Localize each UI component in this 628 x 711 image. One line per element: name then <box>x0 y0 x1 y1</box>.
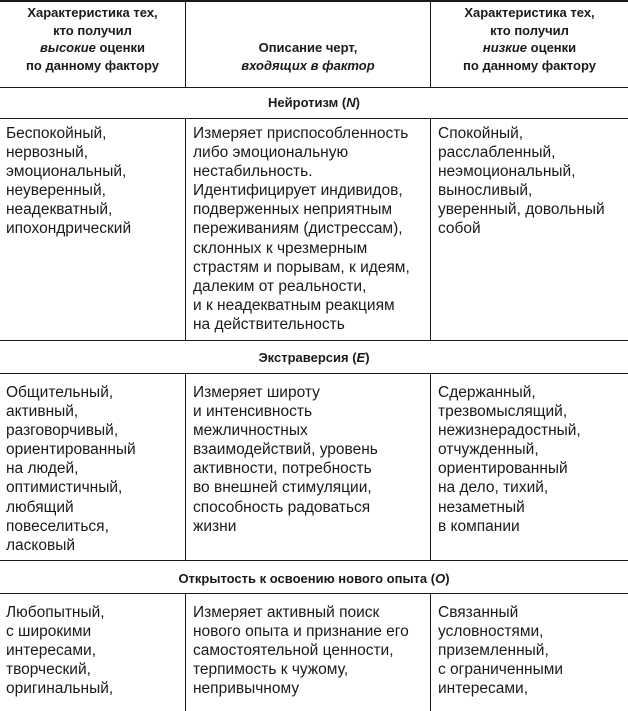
cell-line: на людей, <box>6 460 79 478</box>
cell-line: ласковый <box>6 536 76 554</box>
cell-line: способность радоваться <box>193 498 371 516</box>
cell-line: на действительность <box>193 315 345 333</box>
cell-description <box>193 603 409 698</box>
cell-line: склонных к чрезмерным <box>193 239 368 257</box>
cell-line: нового опыта и признание его <box>193 623 409 641</box>
cell-line: Беспокойный, <box>6 125 107 142</box>
cell-line: повеселиться, <box>6 517 109 535</box>
cell-line: Сдержанный, <box>438 384 536 401</box>
cell-line: условностями, <box>438 623 544 641</box>
header-description <box>186 39 430 74</box>
col-divider <box>430 373 431 560</box>
cell-line: далеким от реальности, <box>193 277 367 295</box>
cell-low <box>438 383 581 536</box>
cell-line: неэмоциональный, <box>438 163 576 181</box>
cell-line: приземленный, <box>438 642 549 660</box>
cell-line: ипохондрический <box>6 220 132 238</box>
cell-line: эмоциональный, <box>6 163 127 181</box>
section-neuroticism-rule <box>0 118 628 119</box>
cell-line: нежизнерадостный, <box>438 422 581 440</box>
cell-line: Измеряет широту <box>193 384 320 401</box>
cell-line: в компании <box>438 517 520 535</box>
cell-line: ориентированный <box>6 441 136 459</box>
cell-line: нестабильность. <box>193 163 313 181</box>
section-title-openness: Открытость к освоению нового опыта (O) <box>178 571 450 586</box>
header-text: оценки <box>95 40 145 55</box>
cell-line: на дело, тихий, <box>438 479 549 497</box>
cell-line: Любопытный, <box>6 604 105 621</box>
header-text: Характеристика тех, <box>464 5 595 20</box>
cell-description <box>193 383 378 536</box>
header-text: Характеристика тех, <box>27 5 158 20</box>
header-text: кто получил <box>490 22 569 38</box>
header-text: по данному фактору <box>26 57 159 73</box>
col-divider <box>185 118 186 340</box>
cell-low <box>438 124 605 239</box>
cell-line: нервозный, <box>6 144 89 162</box>
cell-line: взаимодействий, уровень <box>193 441 378 459</box>
cell-line: расслабленный, <box>438 144 556 162</box>
cell-line: Идентифицирует индивидов, <box>193 182 403 200</box>
section-extraversion-top-rule <box>0 340 628 341</box>
cell-line: подверженных неприятным <box>193 201 393 219</box>
cell-high <box>6 603 113 698</box>
factor-letter: E <box>356 350 366 365</box>
header-emphasis: входящих в фактор <box>241 57 375 73</box>
table-top-rule <box>0 0 628 2</box>
col-divider <box>185 373 186 560</box>
cell-line: межличностных <box>193 422 308 440</box>
cell-line: и интенсивность <box>193 403 313 421</box>
col-divider <box>430 593 431 711</box>
cell-line: активный, <box>6 403 79 421</box>
cell-line: и к неадекватным реакциям <box>193 296 395 314</box>
cell-line: отчужденный, <box>438 441 539 459</box>
cell-line: с широкими <box>6 623 92 641</box>
cell-line: Измеряет активный поиск <box>193 604 380 621</box>
cell-line: либо эмоциональную <box>193 144 349 162</box>
cell-high <box>6 124 131 239</box>
cell-line: собой <box>438 220 481 238</box>
cell-description <box>193 124 410 334</box>
cell-line: оптимистичный, <box>6 479 123 497</box>
col-divider <box>185 593 186 711</box>
section-title-neuroticism: Нейротизм (N) <box>268 95 360 110</box>
cell-line: жизни <box>193 517 237 535</box>
cell-line: самостоятельной ценности, <box>193 642 394 660</box>
section-openness-rule <box>0 593 628 594</box>
cell-line: страстям и порывам, к идеям, <box>193 258 410 276</box>
cell-line: неадекватный, <box>6 201 113 219</box>
cell-line: Измеряет приспособленность <box>193 125 409 142</box>
cell-line: непривычному <box>193 680 300 698</box>
cell-line: интересами, <box>438 680 528 698</box>
cell-line: трезвомыслящий, <box>438 403 568 421</box>
factor-letter: N <box>346 95 356 110</box>
factor-letter: O <box>435 571 446 586</box>
cell-line: Связанный <box>438 604 519 621</box>
cell-line: активности, потребность <box>193 460 372 478</box>
cell-line: во внешней стимуляции, <box>193 479 372 497</box>
header-emphasis: высокие <box>39 40 96 55</box>
cell-line: выносливый, <box>438 182 533 200</box>
cell-line: Спокойный, <box>438 125 524 142</box>
cell-line: Общительный, <box>6 384 114 401</box>
header-high-scores <box>0 4 185 74</box>
header-text: по данному фактору <box>463 57 596 73</box>
section-title-extraversion: Экстраверсия (E) <box>258 350 370 365</box>
cell-line: оригинальный, <box>6 680 114 698</box>
header-text: кто получил <box>53 22 132 38</box>
cell-line: разговорчивый, <box>6 422 119 440</box>
cell-line: творческий, <box>6 661 91 679</box>
cell-line: ориентированный <box>438 460 568 478</box>
cell-line: с ограниченными <box>438 661 564 679</box>
header-text: Описание черт, <box>258 40 358 55</box>
header-low-scores <box>431 4 628 74</box>
header-emphasis: низкие <box>482 40 528 55</box>
cell-line: терпимость к чужому, <box>193 661 349 679</box>
cell-line: незаметный <box>438 498 525 516</box>
section-openness-top-rule <box>0 560 628 561</box>
section-extraversion-rule <box>0 373 628 374</box>
cell-low <box>438 603 563 698</box>
cell-line: интересами, <box>6 642 96 660</box>
cell-line: неуверенный, <box>6 182 106 200</box>
header-bottom-rule <box>0 87 628 88</box>
col-divider <box>430 118 431 340</box>
cell-line: уверенный, довольный <box>438 201 605 219</box>
cell-high <box>6 383 136 555</box>
cell-line: переживаниям (дистрессам), <box>193 220 403 238</box>
cell-line: любящий <box>6 498 74 516</box>
header-text: оценки <box>527 40 577 55</box>
